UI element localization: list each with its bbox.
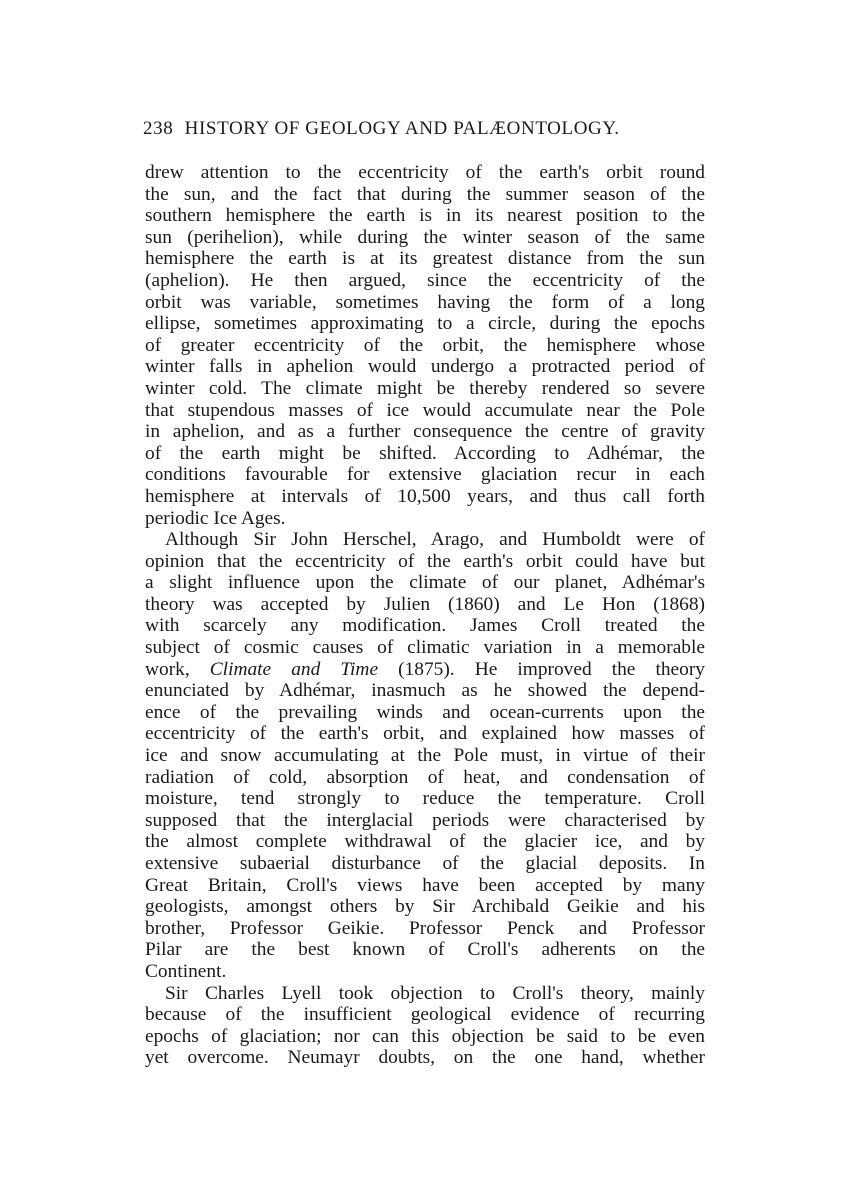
text-line: conditions favourable for extensive glaciation recur in each bbox=[145, 464, 705, 486]
text-line: the sun, and the fact that during the summer season of the bbox=[145, 183, 705, 205]
text-line: yet overcome. Neumayr doubts, on the one hand, whether bbox=[145, 1047, 705, 1069]
body-text bbox=[145, 162, 705, 1069]
text-fragment: work, bbox=[145, 658, 210, 680]
running-title: HISTORY OF GEOLOGY AND PALÆONTOLOGY. bbox=[184, 118, 620, 139]
text-line: supposed that the interglacial periods were characterised by bbox=[145, 809, 705, 831]
text-line: Great Britain, Croll's views have been accepted by many bbox=[145, 874, 705, 896]
page-number: 238 bbox=[143, 118, 174, 139]
text-line: ice and snow accumulating at the Pole must, in virtue of their bbox=[145, 745, 705, 767]
text-line: orbit was variable, sometimes having the form of a long bbox=[145, 291, 705, 313]
text-line: subject of cosmic causes of climatic variation in a memorable bbox=[145, 637, 705, 659]
text-line: moisture, tend strongly to reduce the temperature. Croll bbox=[145, 788, 705, 810]
text-line: sun (perihelion), while during the winter season of the same bbox=[145, 226, 705, 248]
text-line: (aphelion). He then argued, since the eccentricity of the bbox=[145, 269, 705, 291]
text-line: radiation of cold, absorption of heat, and condensation of bbox=[145, 766, 705, 788]
book-title: Climate and Time bbox=[209, 658, 379, 680]
text-line: theory was accepted by Julien (1860) and Le Hon (1868) bbox=[145, 593, 705, 615]
text-fragment: (1875). He improved the theory bbox=[378, 658, 705, 680]
paragraph-2 bbox=[145, 529, 705, 982]
text-line: Sir Charles Lyell took objection to Croll's theory, mainly bbox=[165, 982, 705, 1004]
text-line: extensive subaerial disturbance of the glacial deposits. In bbox=[145, 853, 705, 874]
text-line: because of the insufficient geological evidence of recurring bbox=[145, 1004, 705, 1026]
text-line: hemisphere at intervals of 10,500 years, and thus call forth bbox=[145, 485, 705, 507]
text-line: of the earth might be shifted. According to Adhémar, the bbox=[145, 442, 705, 464]
text-line-with-title bbox=[145, 659, 705, 681]
text-line: the almost complete withdrawal of the glacier ice, and by bbox=[145, 831, 705, 853]
text-line: winter falls in aphelion would undergo a protracted period of bbox=[145, 356, 705, 378]
paragraph-1 bbox=[145, 162, 705, 529]
text-line: southern hemisphere the earth is in its nearest position to the bbox=[145, 205, 705, 227]
text-line: Continent. bbox=[145, 960, 227, 982]
text-line: ellipse, sometimes approximating to a circle, during the epochs bbox=[145, 313, 705, 335]
paragraph-3 bbox=[145, 983, 705, 1069]
text-line: in aphelion, and as a further consequence the centre of gravity bbox=[145, 421, 705, 443]
text-line: with scarcely any modification. James Croll treated the bbox=[145, 615, 705, 637]
running-head bbox=[143, 118, 703, 140]
text-line: eccentricity of the earth's orbit, and explained how masses of bbox=[145, 723, 705, 745]
text-line: opinion that the eccentricity of the earth's orbit could have but bbox=[145, 550, 705, 572]
text-line: enunciated by Adhémar, inasmuch as he showed the depend- bbox=[145, 680, 705, 702]
text-line: that stupendous masses of ice would accumulate near the Pole bbox=[145, 399, 705, 421]
text-line: ence of the prevailing winds and ocean-currents upon the bbox=[145, 701, 705, 723]
text-line: epochs of glaciation; nor can this objection be said to be even bbox=[145, 1025, 705, 1047]
text-line: drew attention to the eccentricity of the earth's orbit round bbox=[145, 162, 705, 183]
text-line: of greater eccentricity of the orbit, the hemisphere whose bbox=[145, 334, 705, 356]
text-line: periodic Ice Ages. bbox=[145, 507, 286, 529]
text-line: Although Sir John Herschel, Arago, and Humboldt were of bbox=[165, 529, 705, 551]
text-line: winter cold. The climate might be thereby rendered so severe bbox=[145, 377, 705, 399]
text-line: brother, Professor Geikie. Professor Penck and Professor bbox=[145, 917, 705, 939]
text-line: Pilar are the best known of Croll's adherents on the bbox=[145, 939, 705, 961]
text-line: a slight influence upon the climate of our planet, Adhémar's bbox=[145, 572, 705, 594]
text-line: hemisphere the earth is at its greatest distance from the sun bbox=[145, 248, 705, 270]
text-line: geologists, amongst others by Sir Archibald Geikie and his bbox=[145, 896, 705, 918]
